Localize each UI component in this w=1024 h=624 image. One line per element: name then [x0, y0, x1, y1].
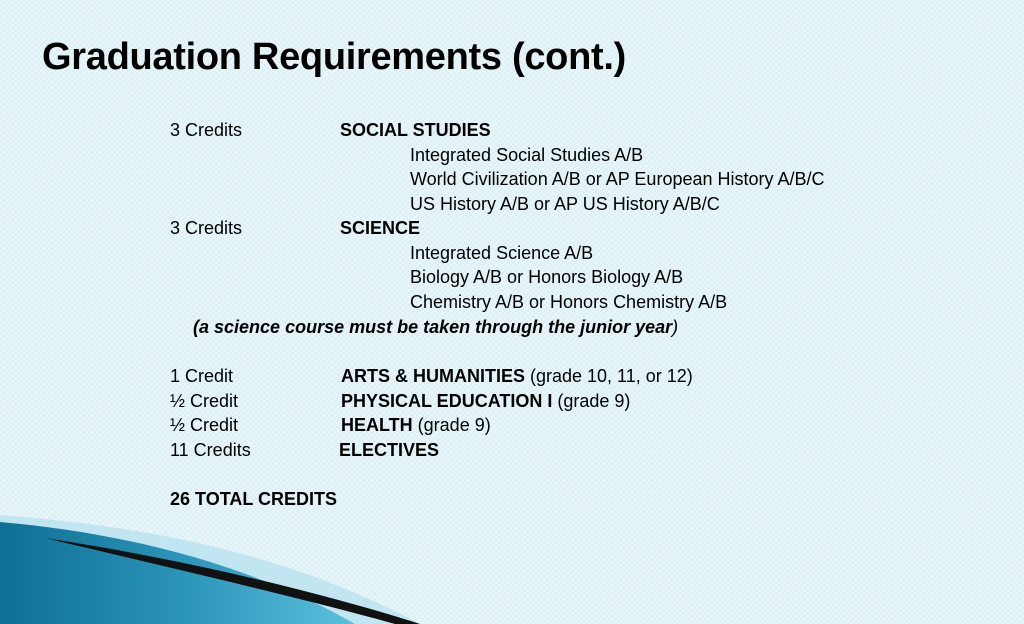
arts-heading: ARTS & HUMANITIES [341, 366, 525, 386]
total-credits: 26 TOTAL CREDITS [170, 489, 338, 509]
electives-heading: ELECTIVES [339, 440, 440, 460]
health-grade-detail: (grade 9) [412, 415, 491, 435]
pe-heading: PHYSICAL EDUCATION I [341, 391, 553, 411]
science-heading: SCIENCE [340, 218, 421, 238]
health-credits: ½ Credit [170, 415, 239, 435]
health-requirement [341, 414, 491, 436]
pe-grade-detail: (grade 9) [552, 391, 631, 411]
arts-requirement [341, 365, 693, 387]
social-studies-course: World Civilization A/B or AP European History A/B/C [410, 169, 825, 189]
pe-credits: ½ Credit [170, 391, 239, 411]
electives-requirement [339, 439, 439, 461]
science-credits: 3 Credits [170, 218, 243, 238]
science-note [193, 316, 678, 338]
science-note-close-paren: ) [672, 317, 679, 337]
pe-requirement [341, 390, 630, 412]
electives-credits: 11 Credits [170, 440, 251, 460]
health-heading: HEALTH [341, 415, 413, 435]
science-note-open-paren: ( [193, 317, 199, 337]
slide-title: Graduation Requirements (cont.) [42, 36, 626, 78]
arts-credits: 1 Credit [170, 366, 234, 386]
social-studies-course: US History A/B or AP US History A/B/C [410, 194, 720, 214]
arts-grade-detail: (grade 10, 11, or 12) [525, 366, 693, 386]
science-course: Chemistry A/B or Honors Chemistry A/B [410, 292, 728, 312]
social-studies-heading: SOCIAL STUDIES [340, 120, 491, 140]
social-studies-credits: 3 Credits [170, 120, 243, 140]
science-course: Biology A/B or Honors Biology A/B [410, 267, 684, 287]
science-note-text: a science course must be taken through the junior year [199, 317, 673, 337]
science-course: Integrated Science A/B [410, 243, 594, 263]
social-studies-course: Integrated Social Studies A/B [410, 145, 644, 165]
